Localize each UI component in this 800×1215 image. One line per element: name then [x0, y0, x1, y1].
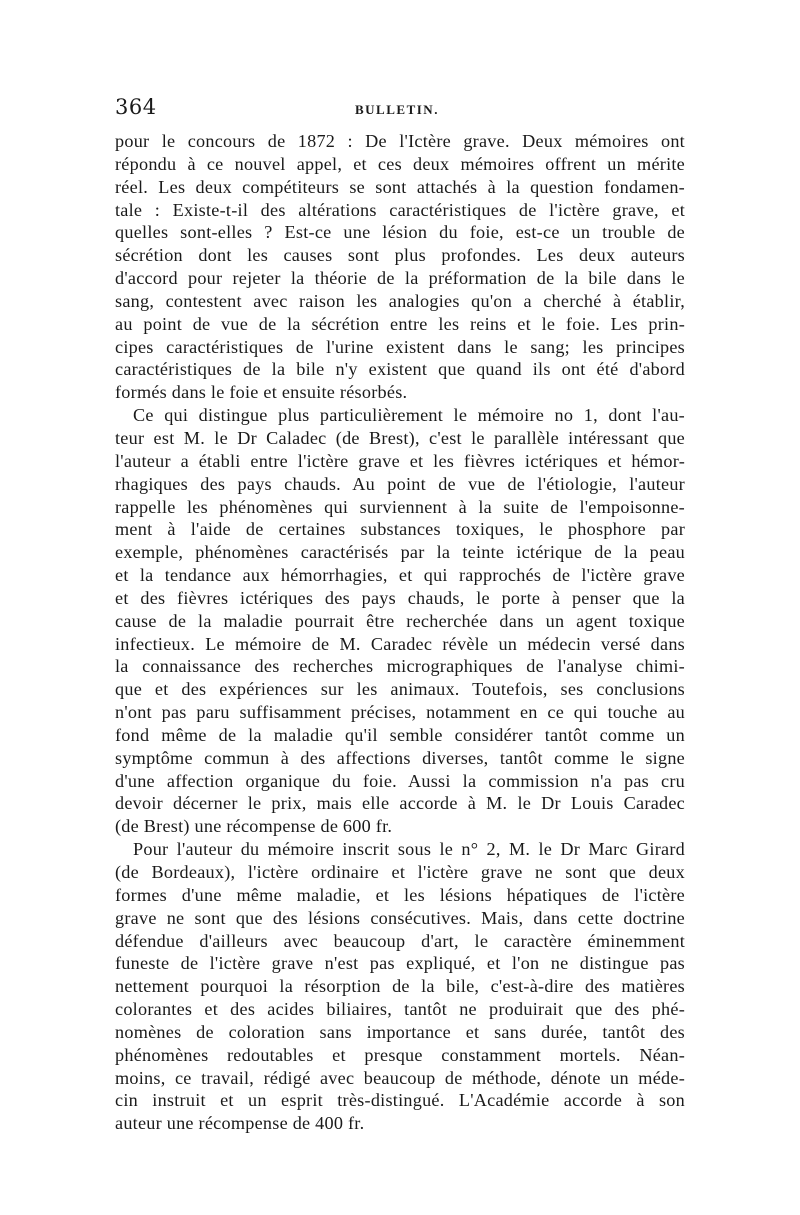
text-line: fond même de la maladie qu'il semble considérer tantôt comme un — [115, 724, 685, 745]
text-line: cause de la maladie pourrait être recherchée dans un agent toxique — [115, 610, 685, 631]
text-line: moins, ce travail, rédigé avec beaucoup de méthode, dénote un méde- — [115, 1067, 685, 1088]
text-line: formes d'une même maladie, et les lésions hépatiques de l'ictère — [115, 884, 685, 905]
page-number: 364 — [115, 95, 157, 119]
text-line: d'une affection organique du foie. Aussi la commission n'a pas cru — [115, 770, 685, 791]
text-line: n'ont pas paru suffisamment précises, notamment en ce qui touche au — [115, 702, 685, 723]
text-line: auteur une récompense de 400 fr. — [115, 1113, 365, 1134]
text-line: grave ne sont que des lésions consécutives. Mais, dans cette doctrine — [115, 907, 685, 928]
paragraph — [115, 838, 685, 1135]
text-line: rhagiques des pays chauds. Au point de vue de l'étiologie, l'auteur — [115, 473, 685, 494]
text-line: colorantes et des acides biliaires, tantôt ne produirait que des phé- — [115, 999, 685, 1020]
paragraph — [115, 404, 685, 838]
text-line: d'accord pour rejeter la théorie de la préformation de la bile dans le — [115, 268, 685, 289]
text-line: infectieux. Le mémoire de M. Caradec révèle un médecin versé dans — [115, 633, 685, 654]
text-line: défendue d'ailleurs avec beaucoup d'art, le caractère éminemment — [115, 930, 685, 951]
text-line: funeste de l'ictère grave n'est pas expliqué, et l'on ne distingue pas — [115, 953, 685, 974]
text-line: réel. Les deux compétiteurs se sont attachés à la question fondamen- — [115, 176, 685, 197]
text-line: cin instruit et un esprit très-distingué. L'Académie accorde à son — [115, 1090, 685, 1111]
text-line: devoir décerner le prix, mais elle accorde à M. le Dr Louis Caradec — [115, 793, 685, 814]
text-line: teur est M. le Dr Caladec (de Brest), c'est le parallèle intéressant que — [115, 427, 685, 448]
body-text — [115, 130, 685, 1135]
text-line: rappelle les phénomènes qui surviennent à la suite de l'empoisonne- — [115, 496, 685, 517]
text-line: sécrétion dont les causes sont plus profondes. Les deux auteurs — [115, 245, 685, 266]
text-line: tale : Existe-t-il des altérations caractéristiques de l'ictère grave, et — [115, 199, 685, 220]
text-line: phénomènes redoutables et presque constamment mortels. Néan- — [115, 1044, 685, 1065]
text-line: symptôme commun à des affections diverses, tantôt comme le signe — [115, 747, 685, 768]
text-line: Ce qui distingue plus particulièrement le mémoire no 1, dont l'au- — [133, 405, 685, 426]
text-line: au point de vue de la sécrétion entre les reins et le foie. Les prin- — [115, 313, 685, 334]
text-line: et des fièvres ictériques des pays chauds, le porte à penser que la — [115, 587, 685, 608]
text-line: cipes caractéristiques de l'urine existent dans le sang; les principes — [115, 336, 685, 357]
text-line: pour le concours de 1872 : De l'Ictère grave. Deux mémoires ont — [115, 131, 685, 151]
page-header — [115, 95, 685, 123]
text-line: et la tendance aux hémorrhagies, et qui rapprochés de l'ictère grave — [115, 565, 685, 586]
running-head: BULLETIN. — [355, 102, 439, 117]
text-line: caractéristiques de la bile n'y existent que quand ils ont été d'abord — [115, 359, 685, 380]
text-line: exemple, phénomènes caractérisés par la teinte ictérique de la peau — [115, 542, 685, 563]
text-line: la connaissance des recherches micrographiques de l'analyse chimi- — [115, 656, 685, 677]
text-line: l'auteur a établi entre l'ictère grave et les fièvres ictériques et hémor- — [115, 450, 685, 471]
text-line: répondu à ce nouvel appel, et ces deux mémoires offrent un mérite — [115, 153, 685, 174]
text-line: (de Bordeaux), l'ictère ordinaire et l'ictère grave ne sont que deux — [115, 862, 685, 882]
text-line: nettement pourquoi la résorption de la bile, c'est-à-dire des matières — [115, 976, 685, 997]
text-line: quelles sont-elles ? Est-ce une lésion du foie, est-ce un trouble de — [115, 222, 685, 243]
text-line: nomènes de coloration sans importance et sans durée, tantôt des — [115, 1021, 685, 1042]
text-line: Pour l'auteur du mémoire inscrit sous le n° 2, M. le Dr Marc Girard — [133, 839, 685, 860]
text-line: formés dans le foie et ensuite résorbés. — [115, 382, 408, 403]
text-line: que et des expériences sur les animaux. Toutefois, ses conclusions — [115, 679, 685, 700]
paragraph — [115, 130, 685, 404]
text-line: ment à l'aide de certaines substances toxiques, le phosphore par — [115, 519, 685, 540]
text-line: sang, contestent avec raison les analogies qu'on a cherché à établir, — [115, 290, 685, 311]
text-line: (de Brest) une récompense de 600 fr. — [115, 816, 393, 837]
